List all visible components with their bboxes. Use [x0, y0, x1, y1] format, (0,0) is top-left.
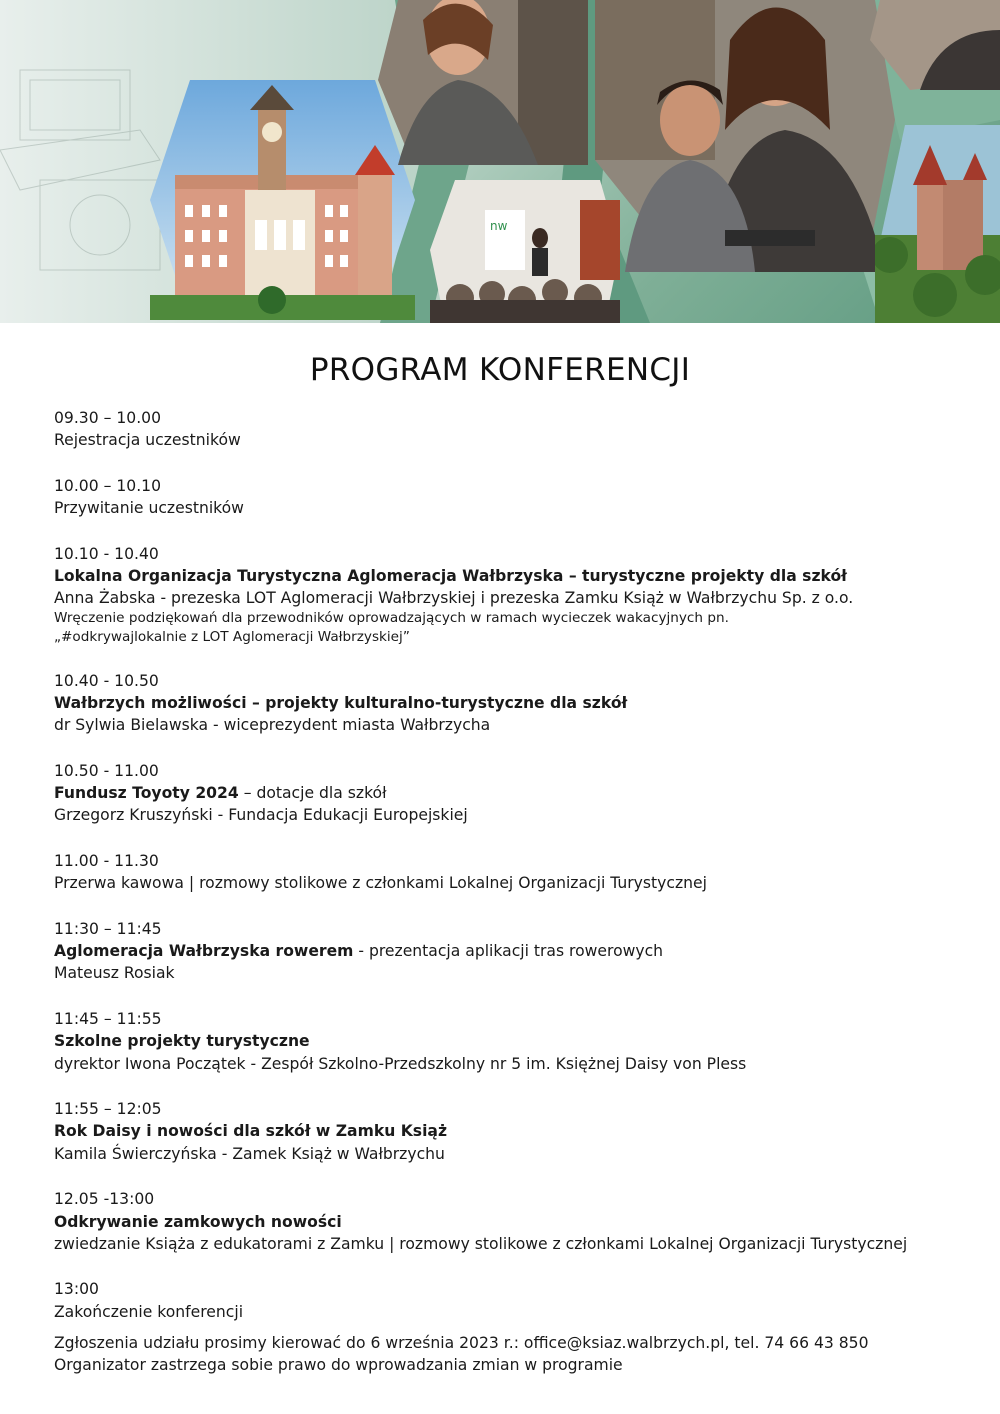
svg-text:nw: nw — [490, 219, 508, 233]
program-item — [54, 760, 984, 827]
program-time: 11:55 – 12:05 — [54, 1100, 162, 1119]
castle-photo — [150, 80, 415, 320]
program-line-text: Przywitanie uczestników — [54, 499, 244, 518]
program-line-bold: Fundusz Toyoty 2024 — [54, 784, 239, 803]
program-time: 11:45 – 11:55 — [54, 1010, 162, 1029]
program-line — [54, 1120, 984, 1142]
program-item — [54, 850, 984, 894]
registration-info: Zgłoszenia udziału prosimy kierować do 6 września 2023 r.: office@ksiaz.walbrzych.pl, tel. 74 66 43 850 — [54, 1334, 869, 1352]
program-time: 12.05 -13:00 — [54, 1190, 155, 1209]
program-line-text: Rejestracja uczestników — [54, 431, 241, 450]
program-line — [54, 1053, 984, 1075]
program-time: 10.10 - 10.40 — [54, 544, 159, 563]
program-line-bold: Szkolne projekty turystyczne — [54, 1032, 310, 1051]
program-line — [54, 872, 984, 894]
conference-photo — [430, 180, 620, 323]
program-item — [54, 1008, 984, 1075]
program-line — [54, 940, 984, 962]
program-line-text: – dotacje dla szkół — [238, 784, 387, 803]
program-item — [54, 1188, 984, 1255]
program-line-text: Przerwa kawowa | rozmowy stolikowe z członkami Lokalnej Organizacji Turystycznej — [54, 874, 707, 893]
program-time: 11:30 – 11:45 — [54, 920, 162, 939]
program-line: Wręczenie podziękowań dla przewodników oprowadzających w ramach wycieczek wakacyjnych pn. — [54, 610, 729, 627]
program-line — [54, 1143, 984, 1165]
program-list — [54, 407, 984, 1346]
program-line — [54, 692, 984, 714]
program-line — [54, 497, 984, 519]
program-line-text: Zakończenie konferencji — [54, 1302, 244, 1321]
program-item — [54, 407, 984, 451]
program-time: 11.00 - 11.30 — [54, 852, 159, 871]
program-item — [54, 670, 984, 737]
footer — [54, 1332, 984, 1376]
program-line-text: Kamila Świerczyńska - Zamek Książ w Wałbrzychu — [54, 1144, 445, 1163]
program-line — [54, 782, 984, 804]
program-line — [54, 1233, 984, 1255]
organizer-note: Organizator zastrzega sobie prawo do wprowadzania zmian w programie — [54, 1356, 623, 1375]
program-time: 09.30 – 10.00 — [54, 409, 161, 427]
program-item — [54, 1098, 984, 1165]
program-line-bold: Wałbrzych możliwości – projekty kulturalno-turystyczne dla szkół — [54, 694, 628, 713]
program-line: „#odkrywajlokalnie z LOT Aglomeracji Wałbrzyskiej” — [54, 628, 410, 645]
program-line — [54, 962, 984, 984]
program-item — [54, 543, 984, 647]
program-line — [54, 1301, 984, 1323]
program-line-bold: Aglomeracja Wałbrzyska rowerem — [54, 942, 354, 961]
program-line-bold: Odkrywanie zamkowych nowości — [54, 1212, 342, 1231]
man-photo — [870, 0, 1000, 110]
program-time: 13:00 — [54, 1280, 99, 1299]
program-line-bold: Lokalna Organizacja Turystyczna Aglomeracja Wałbrzyska – turystyczne projekty dla szkół — [54, 567, 847, 586]
program-line — [54, 804, 984, 826]
program-line-bold: Rok Daisy i nowości dla szkół w Zamku Książ — [54, 1122, 448, 1141]
program-item — [54, 475, 984, 519]
program-line — [54, 429, 984, 451]
program-line — [54, 587, 984, 609]
program-line — [54, 1211, 984, 1233]
program-line-text: dyrektor Iwona Początek - Zespół Szkolno-Przedszkolny nr 5 im. Księżnej Daisy von Pless — [54, 1054, 747, 1073]
program-line-text: - prezentacja aplikacji tras rowerowych — [353, 942, 664, 961]
program-line — [54, 565, 984, 587]
program-line-text: dr Sylwia Bielawska - wiceprezydent miasta Wałbrzycha — [54, 716, 491, 735]
page-title: PROGRAM KONFERENCJI — [309, 352, 691, 388]
program-line-text: zwiedzanie Książa z edukatorami z Zamku | rozmowy stolikowe z członkami Lokalnej Organizacji Turystycznej — [54, 1234, 908, 1253]
program-time: 10.00 – 10.10 — [54, 476, 161, 495]
program-line-text: Grzegorz Kruszyński - Fundacja Edukacji Europejskiej — [54, 806, 468, 825]
program-line-text: Mateusz Rosiak — [54, 964, 175, 983]
program-line — [54, 1030, 984, 1052]
program-time: 10.50 - 11.00 — [54, 762, 159, 781]
teacher-with-child-photo — [595, 0, 895, 272]
program-item — [54, 918, 984, 985]
program-line-text: Anna Żabska - prezeska LOT Aglomeracji Wałbrzyskiej i prezeska Zamku Książ w Wałbrzychu Sp. z o.o. — [54, 589, 854, 608]
program-line — [54, 714, 984, 736]
program-item — [54, 1278, 984, 1322]
castle-forest-photo — [875, 125, 1000, 323]
program-time: 10.40 - 10.50 — [54, 671, 159, 690]
header-photo-collage — [0, 0, 1000, 323]
teacher-photo — [378, 0, 588, 165]
